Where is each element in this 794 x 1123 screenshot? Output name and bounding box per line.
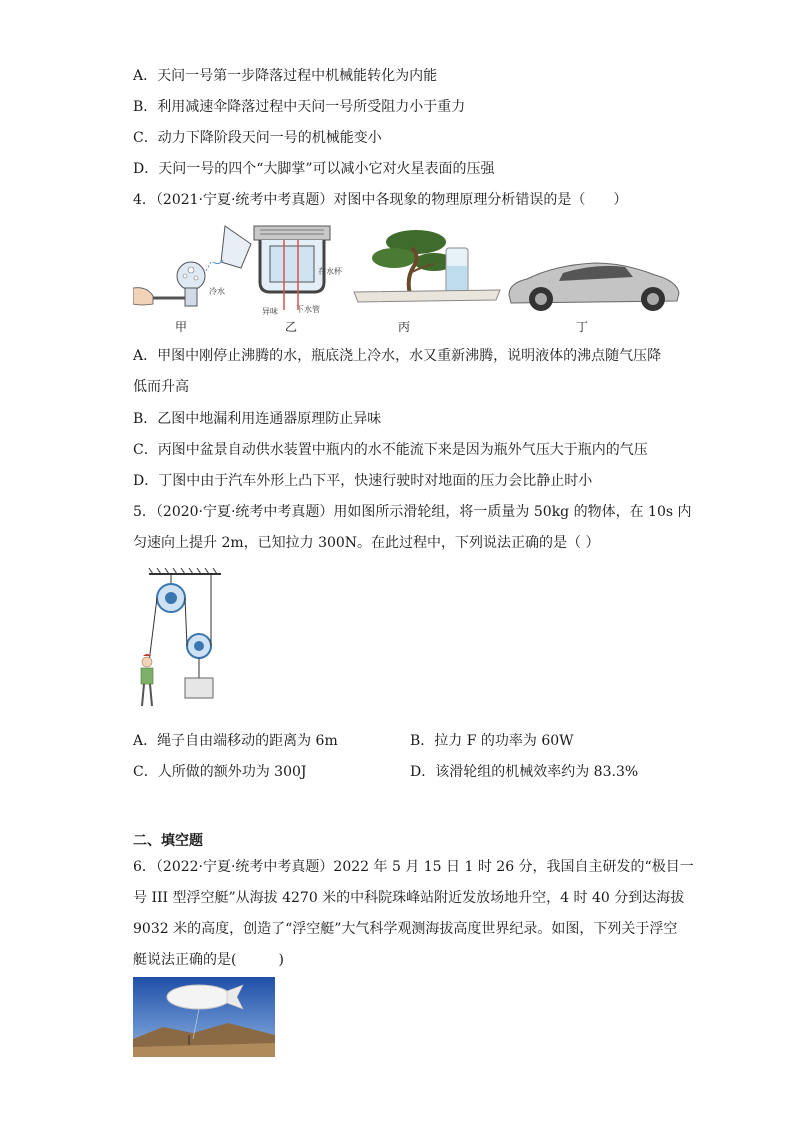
q4-option-a-line1: A．甲图中刚停止沸腾的水，瓶底浇上冷水，水又重新沸腾，说明液体的沸点随气压降 [133, 348, 662, 364]
odor-label: 异味 [262, 307, 278, 316]
q6-line3: 9032 米的高度，创造了“浮空艇”大气科学观测海拔高度世界纪录。如图，下列关于浮空 [133, 921, 678, 937]
q5-option-d: D．该滑轮组的机械效率约为 83.3% [410, 764, 639, 780]
cold-water-label: 冷水 [209, 287, 225, 296]
q3-option-d: D．天问一号的四个“大脚掌”可以减小它对火星表面的压强 [133, 161, 495, 177]
q4-option-d: D．丁图中由于汽车外形上凸下平，快速行驶时对地面的压力会比静止时小 [133, 473, 593, 489]
caption-bing: 丙 [398, 320, 411, 334]
caption-jia: 甲 [175, 320, 188, 334]
q5-option-a: A．绳子自由端移动的距离为 6m [133, 733, 338, 749]
pipe-label: 下水管 [296, 305, 320, 314]
caption-ding: 丁 [576, 320, 589, 334]
airship-photo [133, 977, 275, 1057]
pulley-figure [135, 566, 235, 716]
q6-line1: 6．（2022·宁夏·统考中考真题）2022 年 5 月 15 日 1 时 26 分，我国自主研发的“极目一 [133, 859, 694, 875]
q4-stem: 4．（2021·宁夏·统考中考真题）对图中各现象的物理原理分析错误的是（ ） [133, 192, 628, 208]
q4-option-a-line2: 低而升高 [133, 379, 189, 395]
q3-option-c: C．动力下降阶段天问一号的机械能变小 [133, 130, 382, 146]
q4-option-c: C．丙图中盆景自动供水装置中瓶内的水不能流下来是因为瓶外气压大于瓶内的气压 [133, 442, 648, 458]
q6-line2: 号 III 型浮空艇”从海拔 4270 米的中科院珠峰站附近发放场地升空，4 时 40 分到达海拔 [133, 890, 685, 906]
q3-option-b: B．利用减速伞降落过程中天问一号所受阻力小于重力 [133, 99, 466, 115]
q5-stem-line2: 匀速向上提升 2m，已知拉力 300N。在此过程中，下列说法正确的是（ ） [133, 535, 600, 551]
q6-line4: 艇说法正确的是( ) [133, 952, 284, 968]
bonsai-figure [350, 222, 505, 316]
q5-stem-line1: 5．（2020·宁夏·统考中考真题）用如图所示滑轮组，将一质量为 50kg 的物体，在 10s 内 [133, 504, 692, 520]
q5-option-b: B．拉力 F 的功率为 60W [410, 733, 574, 749]
caption-yi: 乙 [285, 320, 298, 334]
flask-figure [133, 222, 253, 316]
floor-drain-figure [250, 222, 360, 316]
cup-label: 存水杯 [318, 267, 342, 276]
q3-option-a: A．天问一号第一步降落过程中机械能转化为内能 [133, 68, 438, 84]
q5-option-c: C．人所做的额外功为 300J [133, 764, 307, 780]
q4-option-b: B．乙图中地漏利用连通器原理防止异味 [133, 411, 382, 427]
car-figure [505, 255, 683, 313]
section-title: 二、填空题 [133, 833, 203, 849]
